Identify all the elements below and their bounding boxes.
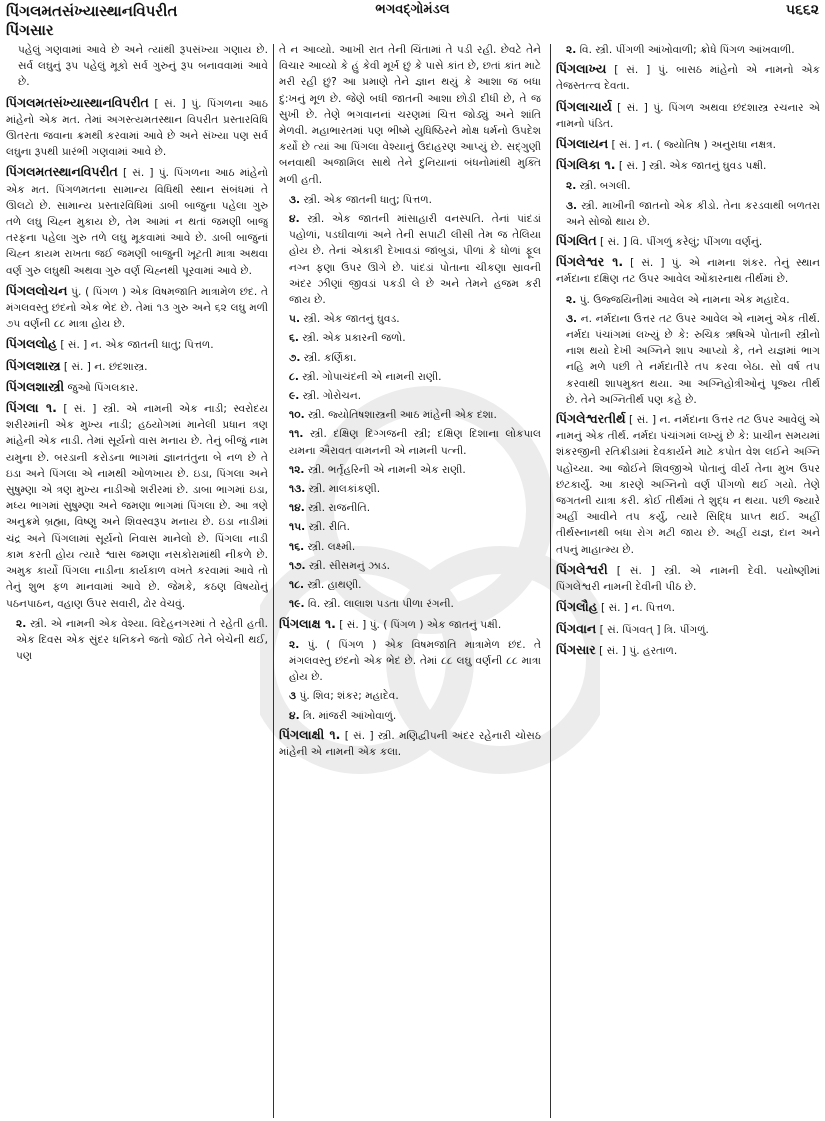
- sense-text: સ્ત્રી. એ નામની એક વેશ્યા. વિદેહનગરમાં તે રહેતી હતી. એક દિવસ એક સુંદર ધનિકને જતો જોઈ તેને બેચેની થઈ, પણ: [16, 617, 268, 663]
- sense-number: ૨.: [566, 44, 577, 56]
- sense-number: ૧૦.: [289, 409, 305, 422]
- guide-word-last: પિંગસાર: [6, 21, 54, 39]
- sense: [279, 481, 541, 497]
- continued-text: તે ન આવ્યો. આખી રાત તેની ચિંતામાં તે પડી રહી. છેવટે તેને વિચાર આવ્યો કે હું કેવી મૂર્ખ છું કે પાસે કાંત છે, છતાં કાંત માટે મરી રહી છું? આ પ્રમાણે તેને જ્ઞાન થયું કે આશા જ બધા દુ:ખનું મૂળ છે. જેણે બધી જાતની આશા છોડી દીધી છે, તે જ સુખી છે. તેણે ભગવાનનાં ચરણમાં ચિત્ત જોડ્યું અને શાંતિ મેળવી. મહાભારતમાં પણ ભીષ્મે યુધિષ્ઠિરને મોક્ષ ધર્મનો ઉપદેશ કર્યો છે ત્યાં આ પિંગલા વેશ્યાનું ઉદાહરણ આપ્યું છે. સદ્ગુણી બનવાથી અજામિલ સાથે તેને દુનિયાનાં બંધનોમાંથી મુક્તિ મળી હતી.: [279, 44, 541, 186]
- sense: [279, 500, 541, 516]
- sense-text: સ્ત્રી. માલકાંકણી.: [308, 483, 381, 496]
- sense: [279, 311, 541, 327]
- sense-number: ૧૪.: [289, 502, 305, 515]
- sense-text: સ્ત્રી. કર્ણિકા.: [303, 351, 357, 364]
- headword: પિંગલાક્ષી ૧.: [279, 726, 341, 742]
- sense: [279, 688, 541, 704]
- headword: પિંગલમતસ્થાનવિપરીત: [6, 164, 118, 180]
- definition: વિ. પીંગળું કરેલું; પીંગળા વર્ણનું.: [630, 236, 763, 249]
- grammar-label: [ સં. ]: [618, 160, 646, 173]
- sense-number: ૧૩.: [289, 483, 306, 496]
- sense: [279, 407, 541, 423]
- sense-text: પું. ( પિંગળ ) એક વિષમજાતિ માત્રામેળ છંદ. તે મંગલવસ્તુ છંદનો એક ભેદ છે. તેમાં ૮૮ લઘુ વર્ણની ૮૮ માત્રા હોય છે.: [289, 638, 541, 684]
- definition: સ્ત્રી. એ નામની દેવી. પયોષ્ણીમાં પિંગલેશ્વરી નામની દેવીની પીઠ છે.: [556, 564, 820, 594]
- dictionary-entry: [279, 616, 541, 633]
- sense-number: ૯.: [289, 390, 300, 403]
- grammar-label: [ સં. ]: [339, 618, 367, 631]
- sense-number: ૨.: [566, 180, 577, 193]
- sense-text: સ્ત્રી. જ્યોતિષશાસ્ત્રની આઠ માંહેની એક દશા.: [307, 409, 497, 422]
- book-title: ભગવદ્ગોમંડલ: [375, 2, 450, 17]
- headword: પિંગસાર: [556, 641, 596, 657]
- definition: પું. પિંગળ અથવા છંદશાસ્ત્ર રચનાર એ નામનો પંડિત.: [556, 101, 820, 130]
- definition: પું. ( પિંગળ ) એક જાતનું પક્ષી.: [369, 618, 502, 631]
- sense-text: સ્ત્રી. બગલી.: [579, 180, 631, 193]
- sense: [6, 616, 268, 665]
- sense-number: ૧૨.: [289, 463, 305, 476]
- sense-text: સ્ત્રી. હાથણી.: [307, 579, 362, 592]
- continued-text: પહેલું ગણવામાં આવે છે અને ત્યાંથી રૂપસંખ્યા ગણાય છે. સર્વ લઘુનું રૂપ પહેલું મૂકો સર્વ ગુરુનું રૂપ બનાવવામાં આવે છે.: [18, 44, 268, 89]
- sense-number: ૧૮.: [289, 579, 305, 592]
- sense-number: ૮.: [289, 370, 299, 383]
- definition: પું. પિંગળના આઠ માંહેનો એક મત. તેમાં અગસ્ત્યમતસ્થાન વિપરીત પ્રસ્તારવિધિ ઊતરતા જવાના ક્રમથી કરવામાં આવે છે અને સંખ્યા પણ સર્વ લઘુના રૂપથી પ્રારંભી ગણવામાં આવે છે.: [6, 97, 268, 159]
- sense-text: સ્ત્રી. સીસમનું ઝાડ.: [308, 559, 390, 572]
- grammar-label: [ સં. ]: [63, 403, 97, 416]
- dictionary-entry: [6, 283, 268, 333]
- dictionary-entry: [556, 233, 820, 250]
- column-2: [279, 42, 541, 1121]
- dictionary-entry: [6, 164, 268, 278]
- headword: પિંગલૌહ: [556, 599, 598, 615]
- grammar-label: [ સં. ]: [616, 564, 655, 577]
- sense-text: સ્ત્રી. એક જાતની ધાતુ; પિત્તળ.: [303, 193, 433, 206]
- sense-number: ૩.: [566, 199, 578, 212]
- sense-number: ૧૯.: [289, 598, 305, 611]
- sense-text: સ્ત્રી. એક જાતનું ઘુવડ.: [303, 313, 400, 326]
- sense: [556, 292, 820, 308]
- sense-number: ૨.: [16, 617, 27, 630]
- sense-text: સ્ત્રી. દક્ષિણ દિગ્ગજની સ્ત્રી; દક્ષિણ દિશાના લોકપાલ યમના ઐરાવત વામનની એ નામની પત્ની.: [289, 428, 541, 457]
- dictionary-entry: [6, 400, 268, 612]
- definition: પું. પિંગળના આઠ માંહેનો એક મત. પિંગળમતના સામાન્ય વિધિથી સ્થાન સંબંધમાં તે ઊલટો છે. સામાન્ય પ્રસ્તારવિધિમાં ડાબી બાજુના પહેલા ગુરુ તળે લઘુ ચિહ્ન મુકાય છે, તેમ આમાં ન થતાં જમણી બાજુ તરફના પહેલા ગુરુ તળે લઘુ મૂકવામાં આવે છે. ડાબી બાજુનાં ચિહ્ન કાયમ રાખતા જઈ જમણી બાજુની ખૂટતી માત્રા અથવા વર્ણ ગુરુ લઘુથી અથવા ગુરુ વર્ણ ચિહ્નથી પૂરવામાં આવે છે.: [6, 167, 268, 277]
- sense-text: ત્રિ. માંજરી આંખોવાળું.: [302, 709, 397, 722]
- sense-text: ન. નર્મદાના ઉત્તર તટ ઉપર આવેલ એ નામનું એક તીર્થ. નર્મદા પંચાંગમાં લખ્યું છે કે: રુચિક ઋષિએ પોતાની સ્ત્રીનો નાશ થયો દેખી અગ્નિને શાપ આપ્યો કે, તને યજ્ઞમાં ભાગ નહિ મળે પછી તે નર્મદાતીરે તપ કરવા બેઠા. સો વર્ષ તપ કરવાથી શાપમુક્ત થયા. આ અગ્નિહોત્રીઓનું પૂજ્ય તીર્થ છે. તેને અગ્નિતીર્થ પણ કહે છે.: [566, 312, 820, 406]
- grammar-label: [ સં. ]: [630, 257, 665, 270]
- sense: [279, 330, 541, 346]
- sense-text: સ્ત્રી. ગોપાચંદની એ નામની રાણી.: [302, 370, 442, 383]
- column-1: [6, 42, 268, 1121]
- headword: પિંગલલોચન: [6, 282, 68, 298]
- sense-text: સ્ત્રી. માખીની જાતનો એક કીડો. તેના કરડવાથી બળતરા અને સોજો થાય છે.: [566, 199, 820, 228]
- definition: ન. નર્મદાના ઉત્તર તટ ઉપર આવેલું એ નામનું એક તીર્થ. નર્મદા પંચાંગમાં લખ્યું છે કે: પ્રાચીન સમયમાં શંકરજીની રતિક્રીડામાં દેવકાર્યને માટે કપોત વેશ લઈને અગ્નિ પહોંચ્યા. આ જોઈને શિવજીએ પોતાનું વીર્ય તેના મુખ ઉપર છંટકાર્યું. આ કારણે અગ્નિનો વર્ણ પીંગળો થઈ ગયો. તેણે જગતની યાત્રા કરી. કોઈ તીર્થમાં તે શુદ્ધ ન થયા. પછી જ્યારે અહીં આવીને તપ કર્યું, ત્યારે સિદ્ધિ પ્રાપ્ત થઈ. અહીં તીર્થસ્નાનથી બધા રોગ મટી જાય છે. અહીં યજ્ઞ, દાન અને તપનું માહાત્મ્ય છે.: [556, 414, 820, 556]
- sense-number: ૩.: [566, 312, 578, 325]
- dictionary-entry: [556, 254, 820, 287]
- page-header: [0, 0, 825, 40]
- column-3: [556, 42, 820, 1121]
- sense: [279, 462, 541, 478]
- grammar-label: [ સં. ]: [123, 167, 154, 180]
- sense-text: પું. શિવ; શંકર; મહાદેવ.: [299, 690, 399, 703]
- sense: [279, 519, 541, 535]
- sense: [279, 558, 541, 574]
- sense: [279, 350, 541, 366]
- page-number: ૫૬૬૨: [785, 2, 819, 18]
- headword: પિંગલિકા ૧.: [556, 157, 616, 173]
- grammar-label: [ સં. ]: [617, 101, 648, 114]
- grammar-label: [ સં. ]: [614, 64, 651, 77]
- headword: પિંગલેશ્વરતીર્થ: [556, 411, 626, 427]
- sense: [279, 426, 541, 458]
- sense: [279, 577, 541, 593]
- headword: પિંગલમતસંખ્યાસ્થાનવિપરીત: [6, 94, 149, 110]
- headword: પિંગલા ૧.: [6, 400, 57, 416]
- dictionary-entry: [6, 95, 268, 161]
- definition: એક વિષમજાતિ માત્રામેળ છંદ. તે મંગલવસ્તુ છંદનો એક ભેદ છે. તેમાં ૧૩ ગુરુ અને ૬૨ લઘુ મળી ૭૫ વર્ણની ૮૮ માત્રા હોય છે.: [6, 285, 268, 331]
- dictionary-entry: [556, 621, 820, 638]
- definition: પું. હરતાળ.: [629, 644, 678, 657]
- sense: [279, 192, 541, 208]
- sense: [279, 388, 541, 404]
- definition: જુઓ પિંગલકાર.: [67, 381, 139, 394]
- grammar-label: [ સં. ]: [629, 414, 657, 427]
- sense-number: ૧૧.: [289, 428, 304, 441]
- headword: પિંગલાક્ષ ૧.: [279, 615, 336, 631]
- dictionary-entry: [279, 727, 541, 760]
- grammar-label: [ સં. પિંગવત્ ]: [599, 623, 661, 636]
- dictionary-entry: [6, 379, 268, 396]
- sense-text: સ્ત્રી. રીતિ.: [308, 521, 351, 534]
- grammar-label: પું. ( પિંગળ ): [71, 285, 127, 298]
- sense-number: ૨.: [566, 293, 577, 306]
- sense-number: ૫.: [289, 313, 300, 326]
- headword: પિંગલશાસ્ત્ર: [6, 357, 61, 373]
- headword: પિંગલશાસ્ત્રી: [6, 378, 65, 394]
- dictionary-entry: [556, 136, 820, 153]
- sense-number: ૩: [289, 690, 297, 703]
- dictionary-entry: [556, 61, 820, 94]
- dictionary-entry: [556, 562, 820, 595]
- definition: સ્ત્રી. એક જાતનું ઘુવડ પક્ષી.: [649, 160, 767, 173]
- headword: પિંગવાન: [556, 620, 597, 636]
- grammar-label: [ સં. ]: [154, 97, 186, 110]
- definition: ન. છંદશાસ્ત્ર.: [94, 360, 148, 373]
- sense-number: ૬.: [289, 332, 299, 345]
- grammar-label: [ સં. ]: [601, 602, 628, 615]
- sense-text: સ્ત્રી. લક્ષ્મી.: [307, 540, 356, 553]
- headword: પિંગલાયન: [556, 136, 609, 152]
- sense-text: સ્ત્રી. રાજનીતિ.: [308, 502, 371, 515]
- sense-text: સ્ત્રી. ગોરોચન.: [302, 390, 362, 403]
- sense: [279, 708, 541, 724]
- headword: પિંગલિત: [556, 233, 597, 249]
- grammar-label: [ સં. ]: [599, 644, 627, 657]
- sense-number: ૩.: [289, 193, 301, 206]
- sense-text: પું. ઉજ્જયિનીમાં આવેલ એ નામના એક મહાદેવ.: [579, 293, 790, 306]
- headword: પિંગલેશ્વરી: [556, 561, 608, 577]
- sense-text: સ્ત્રી. એક જાતની માંસાહારી વનસ્પતિ. તેનાં પાંદડાં પહોળાં, પડઘીવાળાં અને તેની સપાટી લીસી તેમ જ તેલિયા હોય છે. તેનાં એકાકી દેખાવડાં જાંબુડાં, પીળાં કે ધોળાં ફૂલ નગ્ન ફણા ઉપર ઊગે છે. પાંદડાં પોતાના ચીકણા સ્રાવની અંદર ઝીણાં જીવડાં પકડી લે છે અને તેમને હજમ કરી જાય છે.: [289, 213, 541, 307]
- dictionary-entry: [6, 336, 268, 353]
- sense-number: ૧૭.: [289, 559, 306, 572]
- sense: [556, 178, 820, 194]
- definition: સ્ત્રી. મણિદ્વીપની અંદર રહેનારી ચોસઠ માંહેની એ નામની એક કલા.: [279, 729, 541, 758]
- definition: સ્ત્રી. એ નામની એક નાડી; સ્વરોદય શરીરમાંની એક મુખ્ય નાડી; હઠયોગમાં માનેલી પ્રધાન ત્રણ માંહેની એક નાડી. તેમાં સૂર્યનો વાસ મનાય છે. તેનું બીજું નામ યમુના છે. બરડાની કરોડના ભાગમાં જ્ઞાનતંતુના બે નળ છે તે ઇડા અને પિંગલા એ નામથી ઓળખાય છે. ઇડા, પિંગલા અને સુષુમ્ણા એ ત્રણ મુખ્ય નાડીઓ શરીરમાં છે. ડાબા ભાગમાં ઇડા, મધ્ય ભાગમાં સુષુમ્ણા અને જમણા ભાગમાં પિંગલા છે. આ ત્રણે અનુક્રમે બ્રહ્મા, વિષ્ણુ અને શિવસ્વરૂપ મનાય છે. ઇડા નાડીમાં ચંદ્ર અને પિંગલામાં સૂર્યનો નિવાસ માનેલો છે. પિંગલા નાડી કામ કરતી હોય ત્યારે શ્વાસ જમણા નસકોરામાંથી નીકળે છે. અમુક કાર્યો પિંગલા નાડીના કાર્યકાળ વખતે કરવામાં આવે તો તેનું શુભ ફળ માનવામાં આવે છે. જેમકે, કઠણ વિષયોનું પઠનપાઠન, વહાણ ઉપર સવારી, ઢોર વેચવું.: [6, 403, 268, 610]
- sense-number: ૪.: [289, 709, 300, 722]
- definition: પું. એ નામના શંકર. તેનું સ્થાન નર્મદાના દક્ષિણ તટ ઉપર આવેલ ઓંકારનાથ તીર્થમાં છે.: [556, 257, 820, 286]
- sense-number: ૨.: [289, 638, 300, 651]
- sense: [279, 211, 541, 308]
- sense: [279, 596, 541, 612]
- headword: પિંગલાચાર્ય: [556, 98, 612, 114]
- definition: ન. ( જ્યોતિષ ) અનુરાધા નક્ષત્ર.: [641, 139, 777, 152]
- dictionary-entry: [6, 358, 268, 375]
- sense-text: સ્ત્રી. ભર્તૃહરિની એ નામની એક રાણી.: [307, 463, 466, 476]
- definition: પું. બાસઠ માંહેનો એ નામનો એક તેજસ્તત્ત્વ દેવતા.: [556, 64, 820, 93]
- definition: ન. પિત્તળ.: [631, 602, 675, 615]
- sense-number: ૭.: [289, 351, 301, 364]
- dictionary-entry: [556, 642, 820, 659]
- sense-number: ૧૫.: [289, 521, 306, 534]
- dictionary-entry: [556, 157, 820, 174]
- grammar-label: [ સં. ]: [63, 360, 91, 373]
- definition: ત્રિ. પીંગળું.: [663, 623, 709, 636]
- sense: [279, 637, 541, 686]
- grammar-label: [ સં. ]: [60, 339, 88, 352]
- sense-number: ૧૬.: [289, 540, 305, 553]
- headword: પિંગલેશ્વર ૧.: [556, 254, 624, 270]
- headword: પિંગલલોહ: [6, 336, 57, 352]
- guide-word-first: પિંગલમતસંખ્યાસ્થાનવિપરીત: [6, 2, 178, 20]
- sense: [279, 369, 541, 385]
- sense: [556, 42, 820, 58]
- sense-text: વિ. સ્ત્રી. પીંગળી આંખોવાળી; ક્રોધે પિંગળ આંખવાળી.: [579, 44, 795, 56]
- sense: [556, 198, 820, 230]
- sense: [279, 539, 541, 555]
- dictionary-entry: [556, 99, 820, 132]
- sense-text: વિ. સ્ત્રી. લાલાશ પડતા પીળા રંગની.: [307, 598, 454, 611]
- sense-number: ૪.: [289, 213, 300, 226]
- grammar-label: [ સં. ]: [344, 729, 374, 742]
- sense-text: સ્ત્રી. એક પ્રકારની જળો.: [302, 332, 406, 345]
- dictionary-entry: [556, 599, 820, 616]
- definition: ન. એક જાતની ધાતુ; પિત્તળ.: [90, 339, 214, 352]
- sense: [556, 311, 820, 408]
- grammar-label: [ સં. ]: [611, 139, 639, 152]
- dictionary-entry: [556, 411, 820, 558]
- headword: પિંગલાખ્ય: [556, 61, 607, 77]
- grammar-label: [ સં. ]: [600, 236, 627, 249]
